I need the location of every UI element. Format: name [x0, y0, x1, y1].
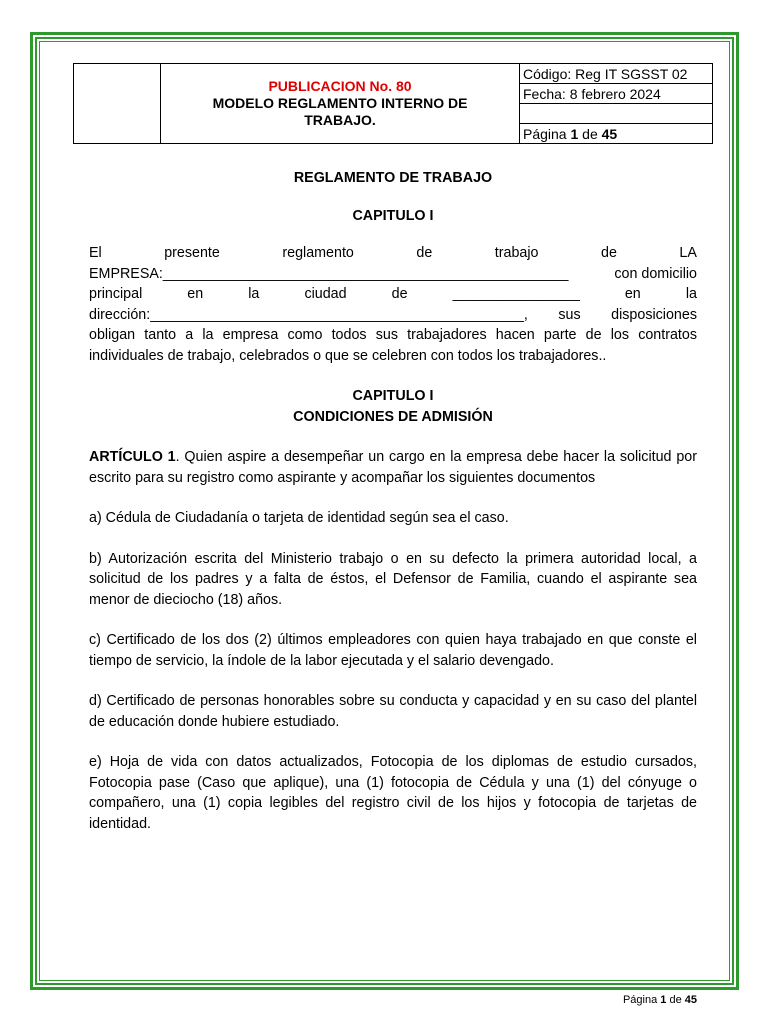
chapter-heading: CAPITULO I: [352, 207, 434, 224]
logo-cell: [74, 64, 161, 144]
intro-line-1: El presente reglamento de trabajo de LA: [89, 245, 697, 261]
intro-line-2: EMPRESA:___________________________________________________ con domicilio: [89, 265, 697, 282]
document-code: Código: Reg IT SGSST 02: [520, 64, 713, 84]
item-b: b) Autorización escrita del Ministerio trabajo o en su defecto la primera autoridad local, a solicitud de los padres y a falta de éstos, el Defensor de Familia, cuando el aspirante sea menor de dieciocho (18) años.: [89, 550, 697, 608]
article-1-label: ARTÍCULO 1: [89, 449, 176, 465]
footer-page-number: Página 1 de 45: [622, 994, 697, 1006]
chapter-heading-2: CAPITULO I: [352, 388, 434, 404]
chapter-subtitle: CONDICIONES DE ADMISIÓN: [293, 408, 493, 425]
header-title-line2: TRABAJO.: [304, 112, 376, 128]
header-title-cell: [161, 64, 520, 144]
document-date: Fecha: 8 febrero 2024: [520, 84, 713, 104]
publication-number: PUBLICACION No. 80: [268, 78, 412, 94]
intro-rest: obligan tanto a la empresa como todos sus trabajadores hacen parte de los contratos individuales de trabajo, celebrados o que se celebren con todos los trabajadores..: [89, 327, 697, 364]
item-d: d) Certificado de personas honorables sobre su conducta y capacidad y en su caso del plantel de educación donde hubiere estudiado.: [89, 693, 697, 730]
article-1: [89, 447, 697, 488]
document-header-table: [73, 63, 713, 144]
intro-line-3: principal en la ciudad de ________________ en la: [89, 286, 697, 302]
item-e: e) Hoja de vida con datos actualizados, Fotocopia de los diplomas de estudio cursados, Fotocopia pase (Caso que aplique), una (1) fotocopia de Cédula y una (1) del cónyuge o compañero, una (1) copia legibles del registro civil de los hijos y fotocopia de tarjetas de identidad.: [89, 754, 697, 832]
header-page-number: Página 1 de 45: [520, 124, 713, 144]
document-title: REGLAMENTO DE TRABAJO: [293, 170, 493, 186]
empty-meta-cell: [520, 104, 713, 124]
article-1-text: . Quien aspire a desempeñar un cargo en la empresa debe hacer la solicitud por escrito para su registro como aspirante y acompañar los siguientes documentos: [89, 449, 697, 486]
intro-paragraph: [89, 243, 697, 366]
item-c: c) Certificado de los dos (2) últimos empleadores con quien haya trabajado en que conste el tiempo de servicio, la índole de la labor ejecutada y el salario devengado.: [89, 632, 697, 669]
intro-line-4: dirección:_______________________________________________, sus disposiciones: [89, 306, 697, 323]
header-title-line1: MODELO REGLAMENTO INTERNO DE: [212, 95, 468, 111]
document-body: [89, 168, 697, 834]
item-a: a) Cédula de Ciudadanía o tarjeta de identidad según sea el caso.: [89, 510, 509, 526]
